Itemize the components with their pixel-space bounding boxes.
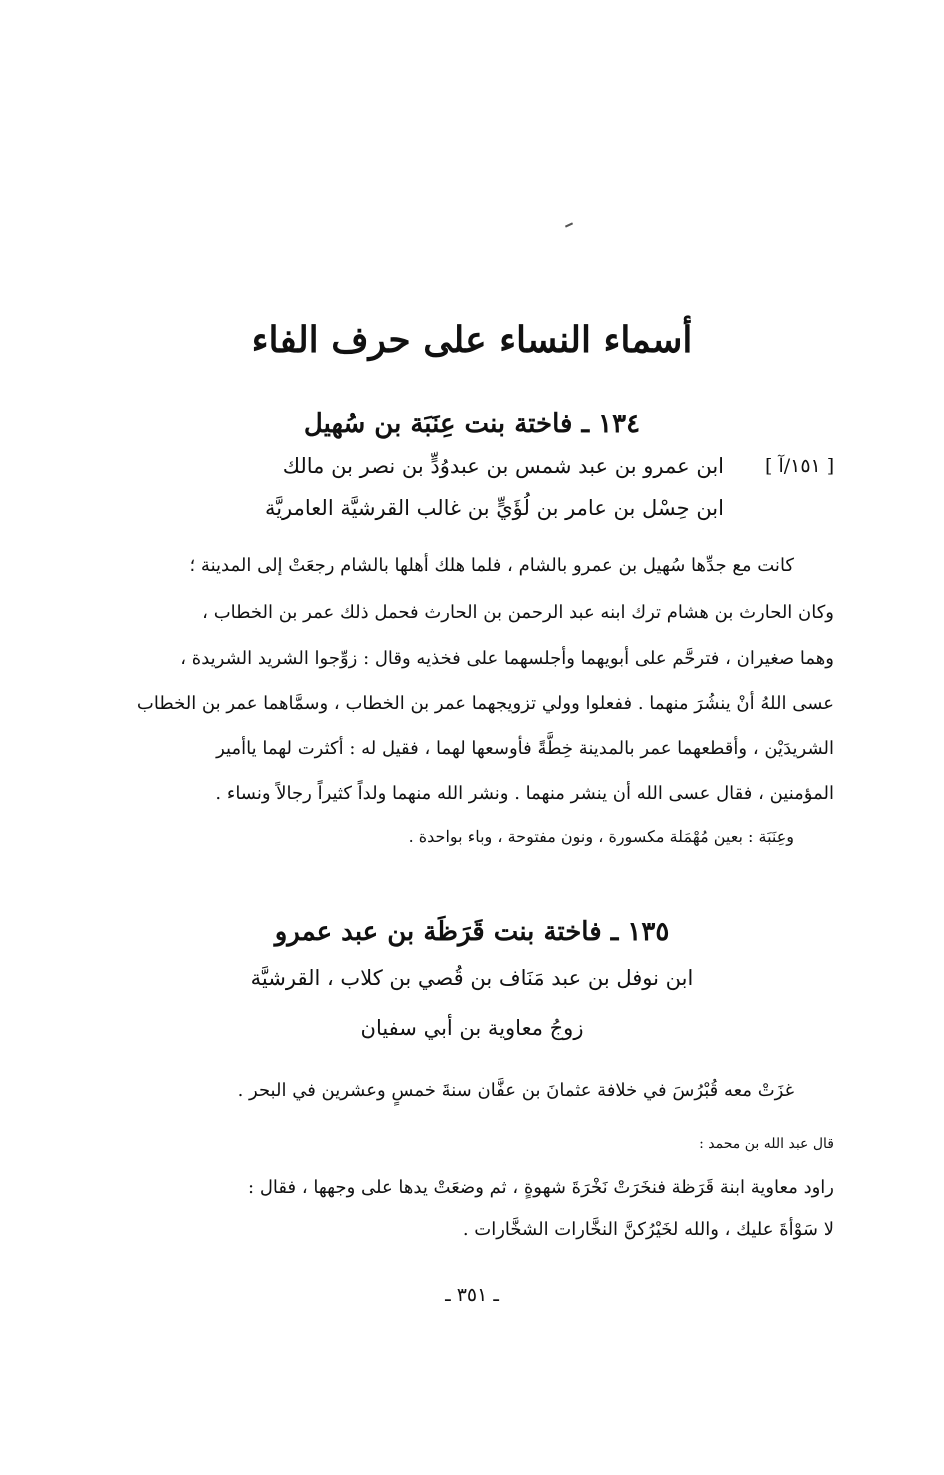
entry-134-title: ١٣٤ ـ فاختة بنت عِنَبَة بن سُهيل xyxy=(303,409,641,439)
entry-135-lineage-line-2: زوجُ معاوية بن أبي سفيان xyxy=(360,1016,584,1040)
folio-reference: [ ١٥١/آ ] xyxy=(765,455,835,477)
entry-134-paragraph-line-3: وهما صغيران ، فترحَّم على أبويهما وأجلسهما على فخذيه وقال : زوِّجوا الشريد الشريدة ، xyxy=(180,648,834,669)
page-number: ـ ٣٥١ ـ xyxy=(445,1284,499,1306)
entry-134-lineage-line-1: ابن عمرو بن عبد شمس بن عبدوُدٍّ بن نصر بن مالك xyxy=(282,454,724,478)
entry-134-footnote: وعِنَبَة : بعين مُهْمَلة مكسورة ، ونون مفتوحة ، وباء بواحدة . xyxy=(408,827,794,846)
entry-134-paragraph-line-1: كانت مع جدِّها سُهيل بن عمرو بالشام ، فلما هلك أهلها بالشام رجعَتْ إلى المدينة ؛ xyxy=(189,555,794,576)
entry-135-text: غزَتْ معه قُبْرُسَ في خلافة عثمانَ بن عفَّان سنةَ خمسٍ وعشرين في البحر . xyxy=(237,1080,794,1101)
entry-135-quote-line-2: لا سَوْأةَ عليك ، والله لخَيْرُكنَّ النخَّارات الشخَّارات . xyxy=(462,1219,834,1240)
entry-134-paragraph-line-5: الشريدَيْن ، وأقطعهما عمر بالمدينة خِطَّةً فأوسعها لهما ، فقيل له : أكثرت لهما ياأمير xyxy=(216,738,834,759)
chapter-title: أسماء النساء على حرف الفاء xyxy=(251,319,693,361)
entry-135-speaker: قال عبد الله بن محمد : xyxy=(699,1136,834,1152)
scan-speck xyxy=(565,222,573,227)
entry-135-quote-line-1: راود معاوية ابنة قَرَظة فنخَرَتْ نَخْرَةَ شهوةٍ ، ثم وضعَتْ يدها على وجهها ، فقال : xyxy=(248,1177,834,1198)
entry-134-paragraph-line-6: المؤمنين ، فقال عسى الله أن ينشر منهما . ونشر الله منهما ولداً كثيراً رجالاً ونساء . xyxy=(215,783,834,804)
entry-134-lineage-line-2: ابن حِسْل بن عامر بن لُؤَيٍّ بن غالب القرشيَّة العامريَّة xyxy=(264,496,724,520)
entry-135-title: ١٣٥ ـ فاختة بنت قَرَظَة بن عبد عمرو xyxy=(274,917,670,947)
entry-135-lineage-line-1: ابن نوفل بن عبد مَنَاف بن قُصي بن كلاب ، القرشيَّة xyxy=(250,966,694,990)
entry-134-paragraph-line-2: وكان الحارث بن هشام ترك ابنه عبد الرحمن بن الحارث فحمل ذلك عمر بن الخطاب ، xyxy=(202,602,834,623)
entry-134-paragraph-line-4: عسى اللهُ أنْ ينشُرَ منهما . ففعلوا وولي تزويجهما عمر بن الخطاب ، وسمَّاهما عمر بن الخطاب xyxy=(136,693,834,714)
